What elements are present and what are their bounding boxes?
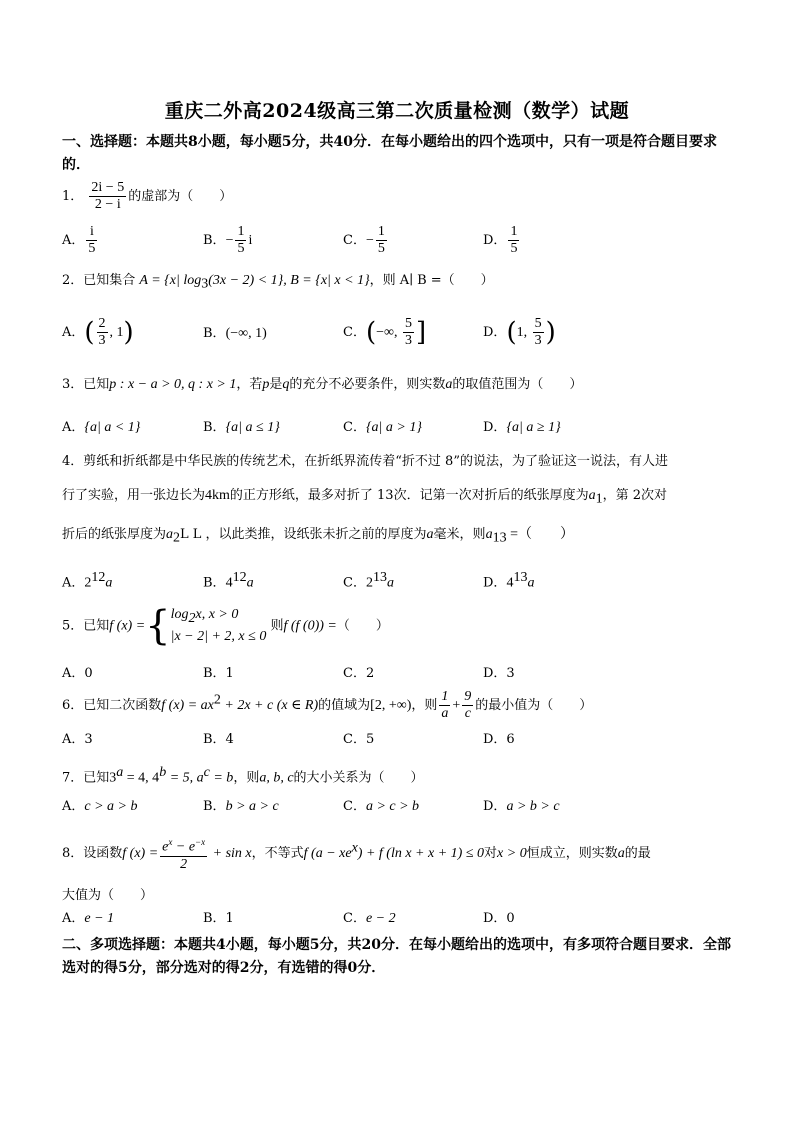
frac-num: 1 [510,224,518,239]
option-label: C． [343,420,366,435]
q4-text: 行了实验，用一张边长为 [62,488,206,503]
paren: ( [365,317,377,348]
case-1-cond: x, x > 0 [195,607,239,623]
frac-den: 3 [534,333,542,348]
q8-text: ，不等式 [251,845,304,861]
case-1 [171,606,267,628]
base: 4 [506,575,514,591]
q7-math: 3 [109,770,117,786]
frac [439,689,450,722]
exponent: x [351,840,358,856]
exponent: x [168,837,173,847]
q6-option-b: B．4 [203,732,234,747]
frac [533,316,544,349]
frac [462,689,473,722]
option-math: {a| a < 1} [84,420,141,435]
q4-text: 的正方形纸，最多对折了 13次．记第一次对折后的纸张厚度为 [229,488,589,503]
log-base: 2 [188,610,196,626]
bound: , 1 [109,325,124,340]
question-7 [62,764,424,787]
q7-math: = b [209,770,234,786]
q2-option-b [203,325,267,343]
q3-math: p : x − a > 0, q : x > 1 [109,377,237,392]
var-a: a [617,845,625,861]
log-base: 3 [201,276,209,292]
frac-den: 5 [237,241,245,256]
q3-option-a [62,419,140,437]
option-math: {a| a ≥ 1} [506,420,561,435]
bracket: ] [416,317,427,348]
q2-set-b: (3x − 2) < 1}, B = {x| x < 1} [208,273,370,288]
frac-den: 5 [88,241,96,256]
q2-set-a: A = {x| log [139,273,202,288]
q6-text: 的值域为 [318,698,371,713]
piecewise-cases [171,606,267,646]
option-label: C． [343,911,366,926]
q1-text: 的虚部为（ ） [128,189,233,204]
exponent: 2 [213,692,221,708]
q4-option-a [62,569,112,592]
q6-range: [2, +∞) [370,698,412,713]
section-1-heading: 一、选择题：本题共8小题，每小题5分，共40分．在每小题给出的四个选项中，只有一项是符合题目要求的． [62,134,717,173]
q4-option-c [343,569,394,592]
q1-frac-den: 2 − i [94,197,121,212]
option-label: C． [343,799,366,814]
frac-den: a [441,706,449,721]
case-2: |x − 2| + 2, x ≤ 0 [170,628,267,644]
q6-option-d: D．6 [483,732,515,747]
q5-option-d: D．3 [483,666,515,681]
q8-option-a [62,910,114,928]
q5-option-b: B．1 [203,666,234,681]
var-a: a [386,575,394,591]
var-a: a [445,377,453,392]
option-label: A． [62,911,85,926]
q7-text: 的大小关系为（ ） [293,770,424,786]
q4-line-2 [62,487,667,509]
q2-text-end: ，则 A∣ B =（ ） [369,273,494,288]
q7-option-a [62,798,138,816]
question-1 [62,180,232,213]
q2-option-d [483,316,556,349]
q7-vars: a, b, c [259,770,294,786]
option-math: {a| a > 1} [365,420,422,435]
option-math: {a| a ≤ 1} [225,420,280,435]
frac-num: 5 [534,316,542,331]
q7-text: 7．已知 [62,770,110,786]
minus-e: − e [172,839,196,855]
option-math: b > a > c [225,799,279,814]
q3-option-d [483,419,561,437]
q5-text: 则 [270,618,284,634]
q4-text: 毫米，则 [433,527,486,542]
frac-num: 1 [237,224,245,239]
frac-den: 3 [98,333,106,348]
minus: − [225,233,234,248]
question-5 [62,603,389,649]
q7-math: = 5, a [166,770,204,786]
subscript: 2 [173,530,181,546]
option-label: B． [203,233,226,248]
exponent: b [159,765,167,780]
q3-option-c [343,419,422,437]
option-label: D． [483,233,507,248]
q5-text: 5．已知 [62,618,110,634]
base: 2 [365,575,373,591]
q6-fx: f (x) = ax [161,698,214,713]
plus: + [452,698,461,713]
q8-cond: x > 0 [497,845,527,861]
frac-num: i [86,224,97,241]
q8-option-c [343,910,396,928]
frac [403,316,414,349]
frac-num: 9 [464,689,472,704]
frac-den: 5 [377,241,385,256]
q1-fraction [89,180,126,213]
frac-den: 3 [405,333,412,348]
q8-line-2: 大值为（ ） [62,888,154,903]
subscript: 13 [492,530,507,546]
q3-text: 的充分不必要条件，则实数 [289,377,446,392]
var-a: a [426,527,434,542]
q8-fx: f (x) = [122,845,159,861]
frac-den: 2 [180,856,188,872]
q6-text: 6．已知二次函数 [62,698,162,713]
q5-text: （ ） [336,618,389,634]
var-a: a [485,527,493,542]
option-label: C． [343,233,366,248]
q5-fx: f (x) = [109,618,146,634]
q6-text: 的最小值为（ ） [475,698,593,713]
frac-num: 1 [377,224,385,239]
frac [160,834,207,873]
q8-ineq: f (a − xe [303,845,352,861]
q4-option-b [203,569,254,592]
option-label: A． [62,575,85,591]
exponent: −x [195,837,206,847]
option-label: B． [203,420,226,435]
question-6 [62,689,592,722]
frac-num: 5 [405,316,412,331]
paren: ( [506,317,517,348]
q6-option-a: A．3 [62,732,93,747]
q4-text: ，第 2次对 [602,488,667,503]
q4-text: L L ，以此类推，设纸张未折之前的厚度为 [180,527,427,542]
q3-text: ，若 [236,377,263,392]
paren: ) [545,317,556,348]
frac-num: 1 [441,689,449,704]
q3-text: 是 [269,377,283,392]
q4-line-1: 4．剪纸和折纸都是中华民族的传统艺术，在折纸界流传着“折不过 8”的说法，为了验证这一说法，有人进 [62,454,668,469]
option-label: D． [483,575,507,591]
q5-option-c: C．2 [343,666,375,681]
var-q: q [282,377,290,392]
q2-option-a [62,316,134,349]
exponent: a [116,765,124,780]
minus: − [365,233,374,248]
q4-length: 4km [205,488,230,503]
var-a: a [246,575,254,591]
q1-number: 1． [62,189,84,204]
q3-text: 的取值范围为（ ） [452,377,583,392]
q7-math: = 4, 4 [123,770,160,786]
q1-d-frac [508,224,519,257]
bound: −∞, [376,325,401,340]
q1-frac-num: 2i − 5 [91,180,125,195]
var-a: a [588,488,596,503]
log: log [170,607,189,623]
piecewise-brace: { [145,603,171,649]
base: 4 [225,575,233,591]
option-label: C． [343,325,366,340]
q1-a-frac [86,224,97,257]
option-math: c > a > b [84,799,138,814]
q4-option-d [483,569,534,592]
paren: ) [123,317,134,348]
q4-line-3 [62,526,574,548]
q7-option-c [343,798,419,816]
q1-option-a [62,224,99,257]
bound: 1, [516,325,531,340]
q5-ffx: f (f (0)) = [283,618,337,634]
q8-fx: + sin x [209,845,252,861]
option-label: A． [62,325,85,340]
q3-option-b [203,419,280,437]
interval: (−∞, 1) [225,326,267,341]
var-a: a [105,575,113,591]
q8-text: 的最 [624,845,651,861]
option-label: D． [483,420,507,435]
exponent: 12 [232,570,247,585]
q1-c-frac [376,224,387,257]
base: 2 [84,575,92,591]
frac [97,316,108,349]
q6-fx: + 2x + c (x ∈ R) [220,698,319,713]
e: e [162,839,169,855]
var-p: p [262,377,270,392]
q1-option-c [343,224,389,257]
section-2-heading: 二、多项选择题：本题共4小题，每小题5分，共20分．在每小题给出的选项中，有多项符合题目要求．全部选对的得5分，部分选对的得2分，有选错的得0分． [62,937,731,976]
q8-text: 8．设函数 [62,845,123,861]
frac-den: 5 [510,241,518,256]
q4-text: =（ ） [506,527,574,542]
q8-text: 对 [484,845,498,861]
option-math: e − 1 [84,911,115,926]
page-title: 重庆二外高2024级高三第二次质量检测（数学）试题 [164,100,630,122]
option-label: A． [62,799,85,814]
q3-text: 3．已知 [62,377,110,392]
q4-text: 折后的纸张厚度为 [62,527,167,542]
exponent: 13 [513,570,528,585]
q1-option-d [483,224,521,257]
q5-option-a: A．0 [62,666,93,681]
q2-text: 2．已知集合 [62,273,136,288]
option-label: D． [483,799,507,814]
question-8 [62,834,651,873]
q6-text: ，则 [411,698,438,713]
q7-option-d [483,798,560,816]
option-label: A． [62,420,85,435]
q7-option-b [203,798,279,816]
option-label: B． [203,326,226,341]
paren: ( [84,317,95,348]
q1-b-frac [235,224,246,257]
var-a: a [527,575,535,591]
q8-ineq: ) + f (ln x + x + 1) ≤ 0 [357,845,485,861]
var-a: a [166,527,174,542]
option-label: A． [62,233,85,248]
frac-num: 2 [98,316,106,331]
option-label: D． [483,325,507,340]
frac-den: c [464,706,471,721]
question-3 [62,376,582,394]
frac-num [160,834,207,857]
exponent: 12 [91,570,106,585]
q8-option-b: B．1 [203,911,234,926]
q1-option-b [203,224,252,257]
q7-text: ，则 [233,770,260,786]
q8-text: 恒成立，则实数 [526,845,618,861]
question-2 [62,272,494,294]
option-math: a > c > b [365,799,420,814]
option-label: C． [343,575,366,591]
imag-unit: i [248,233,253,248]
option-math: a > b > c [506,799,560,814]
subscript: 1 [595,491,603,507]
option-label: B． [203,799,226,814]
exponent: 13 [372,570,387,585]
q6-option-c: C．5 [343,732,375,747]
q2-option-c [343,316,426,349]
q8-option-d: D．0 [483,911,515,926]
exponent: c [203,765,210,780]
option-math: e − 2 [365,911,396,926]
option-label: B． [203,575,226,591]
